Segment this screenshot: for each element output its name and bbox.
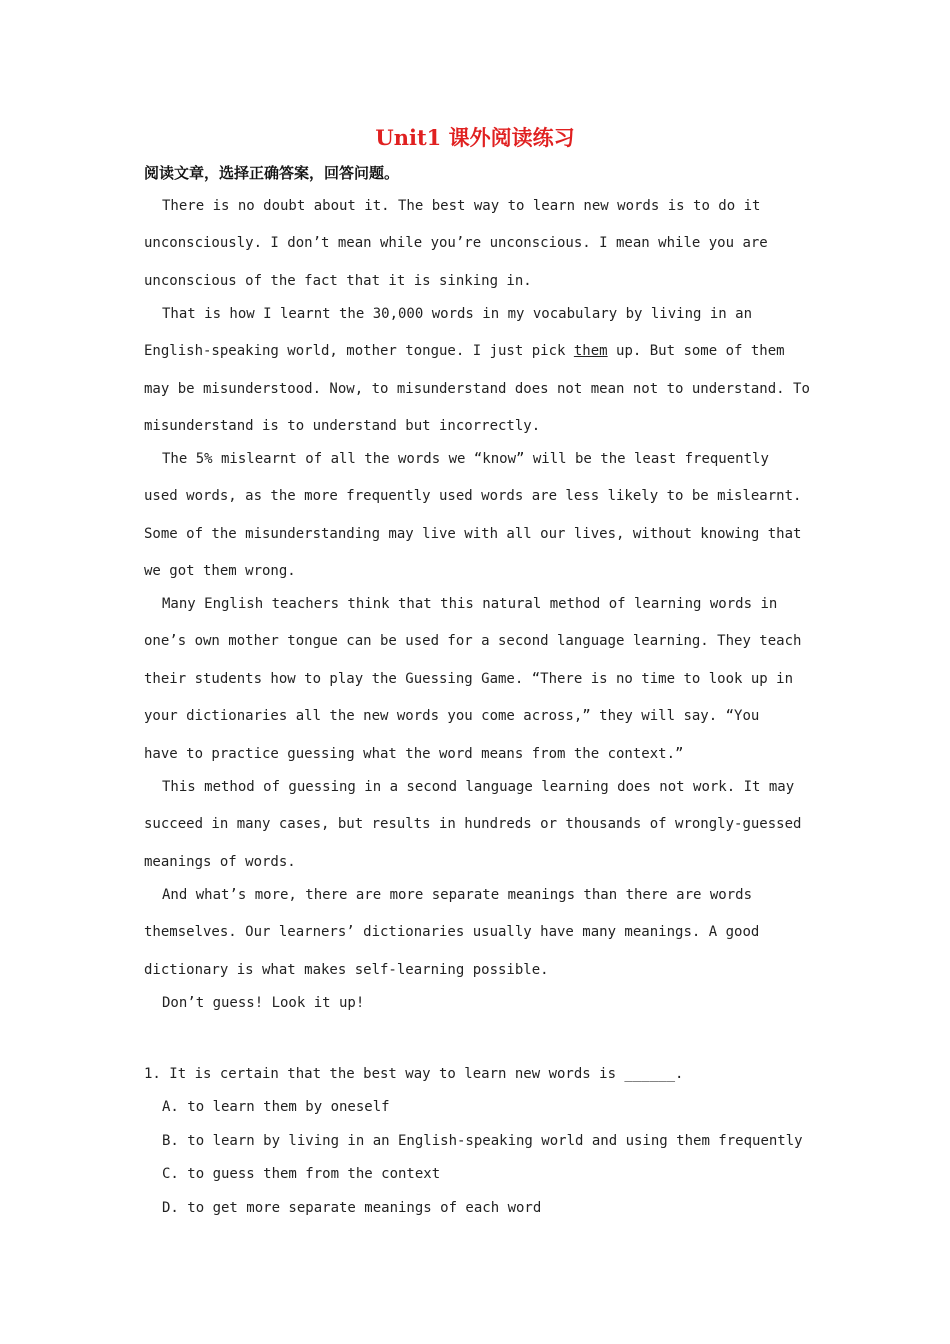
- paragraph-line: we got them wrong.: [144, 563, 296, 580]
- instruction-text: 阅读文章，选择正确答案，回答问题。: [144, 164, 400, 182]
- paragraph-line: misunderstand is to understand but incorrectly.: [144, 418, 541, 435]
- paragraph-line-head: English-speaking world, mother tongue. I just pick: [144, 343, 574, 360]
- underlined-word-them: them: [573, 343, 608, 360]
- page-title: Unit1 课外阅读练习: [375, 125, 575, 150]
- paragraph-line: This method of guessing in a second language learning does not work. It may: [162, 779, 795, 795]
- paragraph-line: unconsciously. I don’t mean while you’re unconscious. I mean while you are: [144, 235, 768, 252]
- paragraph-line: have to practice guessing what the word means from the context.”: [144, 745, 684, 762]
- paragraph-1: [144, 188, 814, 300]
- paragraph-line: your dictionaries all the new words you come across,” they will say. “You: [144, 708, 760, 725]
- paragraph-line: themselves. Our learners’ dictionaries usually have many meanings. A good: [144, 924, 760, 941]
- paragraph-3: [144, 441, 814, 591]
- paragraph-2: [144, 296, 814, 446]
- paragraph-line: unconscious of the fact that it is sinking in.: [144, 272, 532, 289]
- question-1: [144, 1058, 803, 1225]
- paragraph-line: meanings of words.: [144, 853, 296, 870]
- option-a: A. to learn them by oneself: [162, 1099, 390, 1116]
- question-stem: 1. It is certain that the best way to learn new words is ______.: [144, 1066, 684, 1082]
- option-c: C. to guess them from the context: [162, 1166, 441, 1183]
- paragraph-line: may be misunderstood. Now, to misunderstand does not mean not to understand. To: [144, 380, 810, 397]
- paragraph-6: [144, 877, 814, 989]
- option-d: D. to get more separate meanings of each word: [162, 1199, 542, 1216]
- paragraph-line: Some of the misunderstanding may live with all our lives, without knowing that: [144, 525, 802, 542]
- option-b: B. to learn by living in an English-speaking world and using them frequently: [162, 1132, 803, 1149]
- paragraph-line: [144, 333, 814, 370]
- paragraph-7: [144, 985, 814, 1022]
- paragraph-line: The 5% mislearnt of all the words we “know” will be the least frequently: [162, 451, 769, 467]
- paragraph-line: used words, as the more frequently used words are less likely to be mislearnt.: [144, 488, 802, 505]
- paragraph-line: That is how I learnt the 30,000 words in my vocabulary by living in an: [162, 306, 753, 322]
- paragraph-5: [144, 769, 814, 881]
- paragraph-line: dictionary is what makes self-learning possible.: [144, 961, 549, 978]
- paragraph-line: succeed in many cases, but results in hundreds or thousands of wrongly-guessed: [144, 816, 802, 833]
- paragraph-line-tail: up. But some of them: [607, 343, 785, 360]
- paragraph-line: one’s own mother tongue can be used for a second language learning. They teach: [144, 633, 802, 650]
- paragraph-line: And what’s more, there are more separate meanings than there are words: [162, 887, 753, 903]
- paragraph-line: There is no doubt about it. The best way to learn new words is to do it: [162, 198, 761, 214]
- paragraph-line: their students how to play the Guessing Game. “There is no time to look up in: [144, 670, 794, 687]
- paragraph-4: [144, 586, 814, 773]
- paragraph-line: Many English teachers think that this natural method of learning words in: [162, 596, 778, 612]
- paragraph-line: Don’t guess! Look it up!: [162, 995, 365, 1011]
